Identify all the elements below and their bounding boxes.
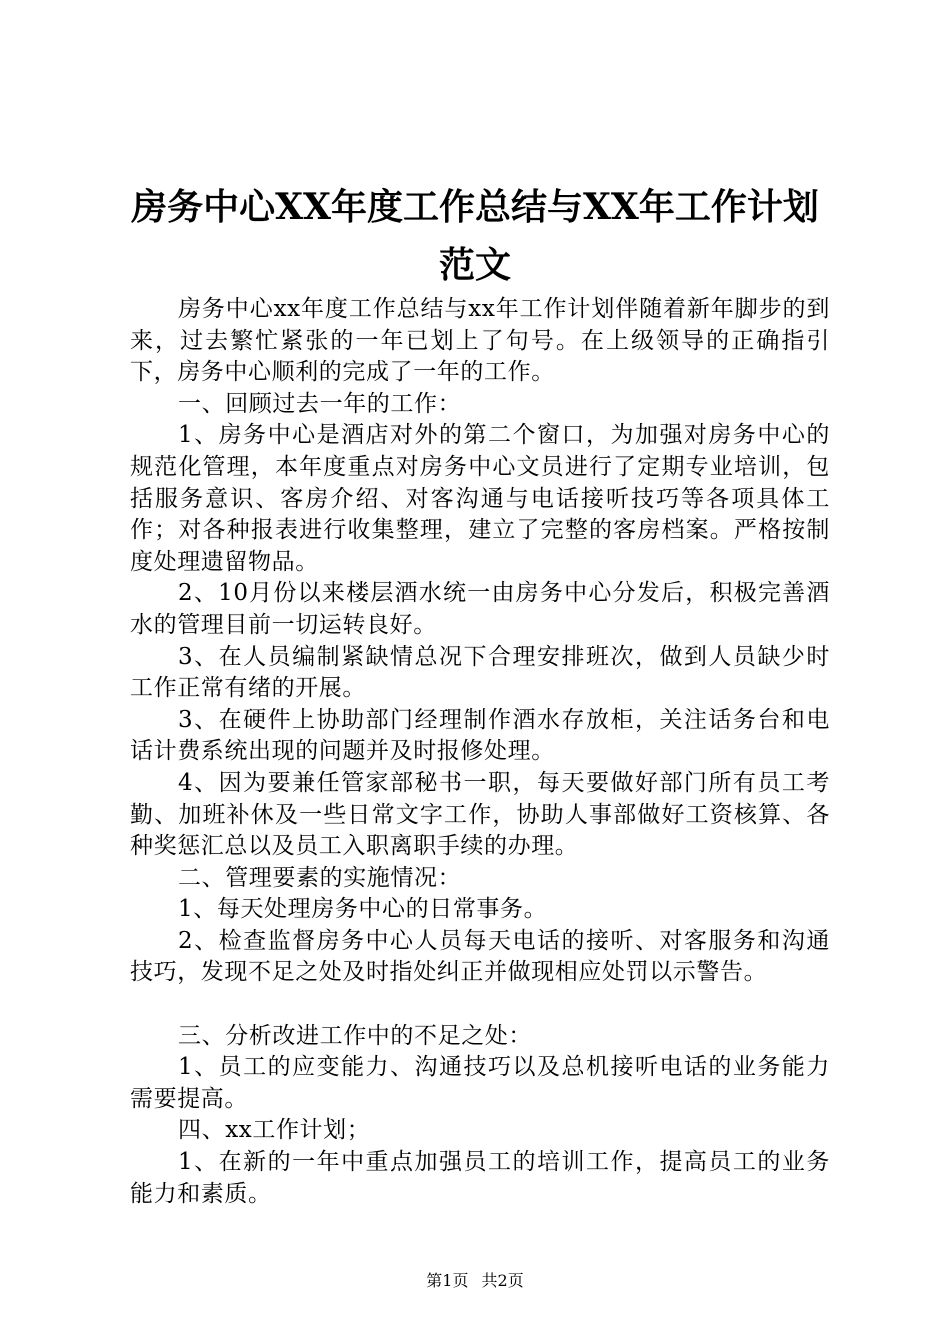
section-heading: 二、管理要素的实施情况： — [178, 864, 462, 891]
paragraph: 2、检查监督房务中心人员每天电话的接听、对客服务和沟通技巧，发现不足之处及时指处纠正并做现相应处罚以示警告。 — [130, 927, 830, 986]
page-number: 第1页 — [426, 1271, 469, 1290]
blank-line — [130, 989, 830, 1021]
paragraph: 房务中心xx年度工作总结与xx年工作计划伴随着新年脚步的到来，过去繁忙紧张的一年已划上了句号。在上级领导的正确指引下，房务中心顺利的完成了一年的工作。 — [130, 296, 830, 386]
section-heading: 一、回顾过去一年的工作： — [178, 390, 462, 417]
paragraph: 1、每天处理房务中心的日常事务。 — [178, 896, 548, 923]
paragraph: 4、因为要兼任管家部秘书一职，每天要做好部门所有员工考勤、加班补休及一些日常文字工作，协助人事部做好工资核算、各种奖惩汇总以及员工入职离职手续的办理。 — [130, 769, 830, 860]
paragraph: 3、在人员编制紧缺情总况下合理安排班次，做到人员缺少时工作正常有绪的开展。 — [130, 643, 830, 702]
document-title: 房务中心XX年度工作总结与XX年工作计划范文 — [131, 186, 819, 286]
section-heading: 四、xx工作计划； — [178, 1117, 371, 1144]
page-footer — [0, 1270, 950, 1292]
page-total: 共2页 — [481, 1271, 524, 1290]
paragraph: 1、房务中心是酒店对外的第二个窗口，为加强对房务中心的规范化管理，本年度重点对房务中心文员进行了定期专业培训，包括服务意识、客房介绍、对客沟通与电话接听技巧等各项具体工作；对各种报表进行收集整理，建立了完整的客房档案。严格按制度处理遗留物品。 — [130, 422, 830, 575]
paragraph: 1、在新的一年中重点加强员工的培训工作，提高员工的业务能力和素质。 — [130, 1149, 830, 1207]
section-heading: 三、分析改进工作中的不足之处： — [178, 1022, 532, 1049]
document-body — [130, 294, 830, 1210]
paragraph: 2、10月份以来楼层酒水统一由房务中心分发后，积极完善酒水的管理目前一切运转良好。 — [130, 580, 830, 638]
paragraph: 3、在硬件上协助部门经理制作酒水存放柜，关注话务台和电话计费系统出现的问题并及时报修处理。 — [130, 706, 830, 765]
paragraph: 1、员工的应变能力、沟通技巧以及总机接听电话的业务能力需要提高。 — [130, 1054, 830, 1112]
